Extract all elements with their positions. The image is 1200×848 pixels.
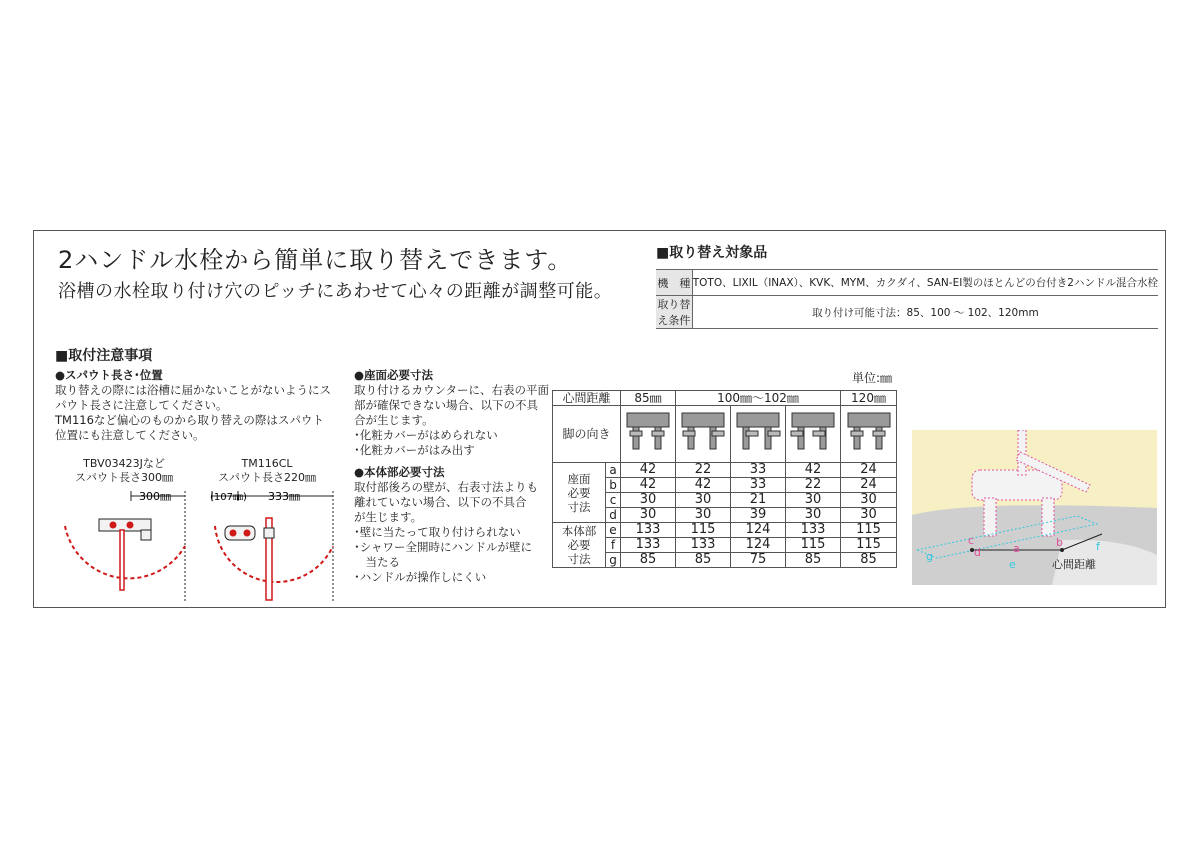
note-line: ･シャワー全開時にハンドルが壁に <box>354 540 533 554</box>
cell-value: 24 <box>841 463 897 478</box>
cell-value: 124 <box>731 538 786 553</box>
note-line: ･化粧カバーがはみ出す <box>354 443 475 457</box>
cell-value: 133 <box>786 523 841 538</box>
cell-value: 75 <box>731 553 786 568</box>
dimension-label: 300㎜ <box>139 490 171 503</box>
model-label: TBV03423Jなど <box>83 457 165 470</box>
label-c: c <box>968 534 975 547</box>
note-line: TM116など偏心のものから取り替えの際はスパウト <box>55 413 324 427</box>
group-label-line: 本体部 <box>561 524 597 538</box>
pitch-header-row <box>553 391 897 406</box>
dimension-table <box>552 390 897 568</box>
group-label-line: 必要 <box>567 538 591 552</box>
spout-diagram-2-caption <box>218 457 316 485</box>
spout-length-label: スパウト長さ300㎜ <box>75 471 173 484</box>
spout-diagram-2 <box>210 490 333 601</box>
offset-label: (107㎜) <box>210 492 247 503</box>
row-letter: e <box>606 523 621 538</box>
headline: 2ハンドル水栓から簡単に取り替えできます。 <box>58 246 573 274</box>
leg-icon-cell <box>621 406 676 463</box>
cell-value: 85 <box>676 553 731 568</box>
group-label-line: 寸法 <box>567 499 591 514</box>
faucet-legs-icon <box>680 409 726 459</box>
note-line: 部が確保できない場合、以下の不具 <box>354 398 538 412</box>
note-line: 合が生じます。 <box>354 413 434 427</box>
seat-note <box>354 368 549 458</box>
model-label: TM116CL <box>241 457 293 470</box>
pitch-85: 85㎜ <box>621 391 676 406</box>
group-label-line: 座面 <box>567 471 591 486</box>
spout-diagram-1-caption <box>75 457 173 485</box>
leg-icon-cell <box>786 406 841 463</box>
faucet-spout-riser <box>1018 430 1026 475</box>
table-row <box>656 270 1158 296</box>
cell-value: 22 <box>786 478 841 493</box>
seat-note-title: ●座面必要寸法 <box>354 368 434 382</box>
table-row <box>553 523 897 538</box>
cell-value: 115 <box>841 523 897 538</box>
replacement-table <box>656 269 1158 329</box>
body-note-title: ●本体部必要寸法 <box>354 465 445 479</box>
row-letter: g <box>606 553 621 568</box>
cell-value: 133 <box>621 523 676 538</box>
cell-value: 30 <box>841 493 897 508</box>
label-d: d <box>974 546 981 559</box>
unit-label: 単位:㎜ <box>852 371 893 385</box>
faucet-leg <box>1042 498 1054 536</box>
replacement-heading: ■取り替え対象品 <box>656 245 768 261</box>
cell-value: 133 <box>621 538 676 553</box>
note-line: パウト長さに注意してください。 <box>55 398 228 412</box>
body-note <box>354 465 538 585</box>
note-line: ･ハンドルが操作しにくい <box>354 570 487 584</box>
cell-value: 30 <box>786 508 841 523</box>
faucet-legs-icon <box>625 409 671 459</box>
row-value: 取り付け可能寸法：85、100 ～ 102、120mm <box>692 296 1158 329</box>
row-key: 取り替え条件 <box>656 296 692 329</box>
leg-icon-cell <box>676 406 731 463</box>
row-letter: b <box>606 478 621 493</box>
leg-orientation-label: 脚の向き <box>553 406 621 463</box>
body-dimension-group-label <box>553 523 606 568</box>
faucet-legs-icon <box>735 409 781 459</box>
spout-length-label: スパウト長さ220㎜ <box>218 471 316 484</box>
row-value: TOTO、LIXIL（INAX）、KVK、MYM、カクダイ、SAN-EI製のほとんどの台付き2ハンドル混合水栓 <box>692 270 1158 296</box>
leg-icon-cell <box>841 406 897 463</box>
cell-value: 24 <box>841 478 897 493</box>
table-row <box>656 296 1158 329</box>
note-line: 当たる <box>354 555 400 569</box>
row-letter: f <box>606 538 621 553</box>
leg-orientation-row <box>553 406 897 463</box>
cell-value: 39 <box>731 508 786 523</box>
cell-value: 30 <box>676 508 731 523</box>
row-letter: a <box>606 463 621 478</box>
note-line: ･化粧カバーがはめられない <box>354 428 498 442</box>
note-line: が生じます。 <box>354 510 423 524</box>
label-b: b <box>1056 536 1063 549</box>
cell-value: 133 <box>676 538 731 553</box>
table-row <box>553 463 897 478</box>
note-line: 取付部後ろの壁が、右表寸法よりも <box>354 480 538 494</box>
group-label-line: 寸法 <box>567 552 591 566</box>
label-e: e <box>1009 558 1016 571</box>
faucet-leg <box>984 498 996 536</box>
cell-value: 42 <box>676 478 731 493</box>
label-g: g <box>926 550 933 563</box>
note-line: 離れていない場合、以下の不具合 <box>354 495 527 509</box>
note-line: 取り替えの際には浴槽に届かないことがないようにス <box>55 383 331 397</box>
spout-diagram-1 <box>65 490 185 601</box>
cell-value: 30 <box>841 508 897 523</box>
cell-value: 33 <box>731 463 786 478</box>
pitch-label: 心間距離 <box>1052 558 1096 571</box>
cell-value: 30 <box>676 493 731 508</box>
dimension-label: 333㎜ <box>268 490 300 503</box>
pitch-100-102: 100㎜～102㎜ <box>676 391 841 406</box>
subheadline: 浴槽の水栓取り付け穴のピッチにあわせて心々の距離が調整可能。 <box>58 281 613 302</box>
pitch-120: 120㎜ <box>841 391 897 406</box>
note-line: 位置にも注意してください。 <box>55 428 205 442</box>
cell-value: 115 <box>676 523 731 538</box>
spout-note <box>55 368 331 443</box>
cell-value: 115 <box>841 538 897 553</box>
cell-value: 85 <box>841 553 897 568</box>
seat-dimension-group-label <box>553 463 606 523</box>
faucet-legs-icon <box>790 409 836 459</box>
note-line: 取り付けるカウンターに、右表の平面 <box>354 383 550 397</box>
cell-value: 21 <box>731 493 786 508</box>
cell-value: 42 <box>621 478 676 493</box>
row-letter: d <box>606 508 621 523</box>
row-key: 機 種 <box>656 270 692 296</box>
faucet-legs-icon <box>846 409 892 459</box>
installation-illustration <box>912 430 1157 585</box>
cell-value: 30 <box>786 493 841 508</box>
cell-value: 124 <box>731 523 786 538</box>
cell-value: 85 <box>786 553 841 568</box>
cell-value: 85 <box>621 553 676 568</box>
spout-note-title: ●スパウト長さ･位置 <box>55 368 163 382</box>
spout-diagrams <box>55 486 345 606</box>
group-label-line: 必要 <box>567 485 591 500</box>
row-letter: c <box>606 493 621 508</box>
note-line: ･壁に当たって取り付けられない <box>354 525 521 539</box>
cell-value: 42 <box>621 463 676 478</box>
label-a: a <box>1013 542 1020 555</box>
cell-value: 115 <box>786 538 841 553</box>
cell-value: 22 <box>676 463 731 478</box>
pitch-header: 心間距離 <box>553 391 621 406</box>
cell-value: 42 <box>786 463 841 478</box>
label-f: f <box>1096 540 1100 553</box>
leg-icon-cell <box>731 406 786 463</box>
cell-value: 30 <box>621 508 676 523</box>
install-notes-title: ■取付注意事項 <box>55 348 153 364</box>
cell-value: 33 <box>731 478 786 493</box>
cell-value: 30 <box>621 493 676 508</box>
